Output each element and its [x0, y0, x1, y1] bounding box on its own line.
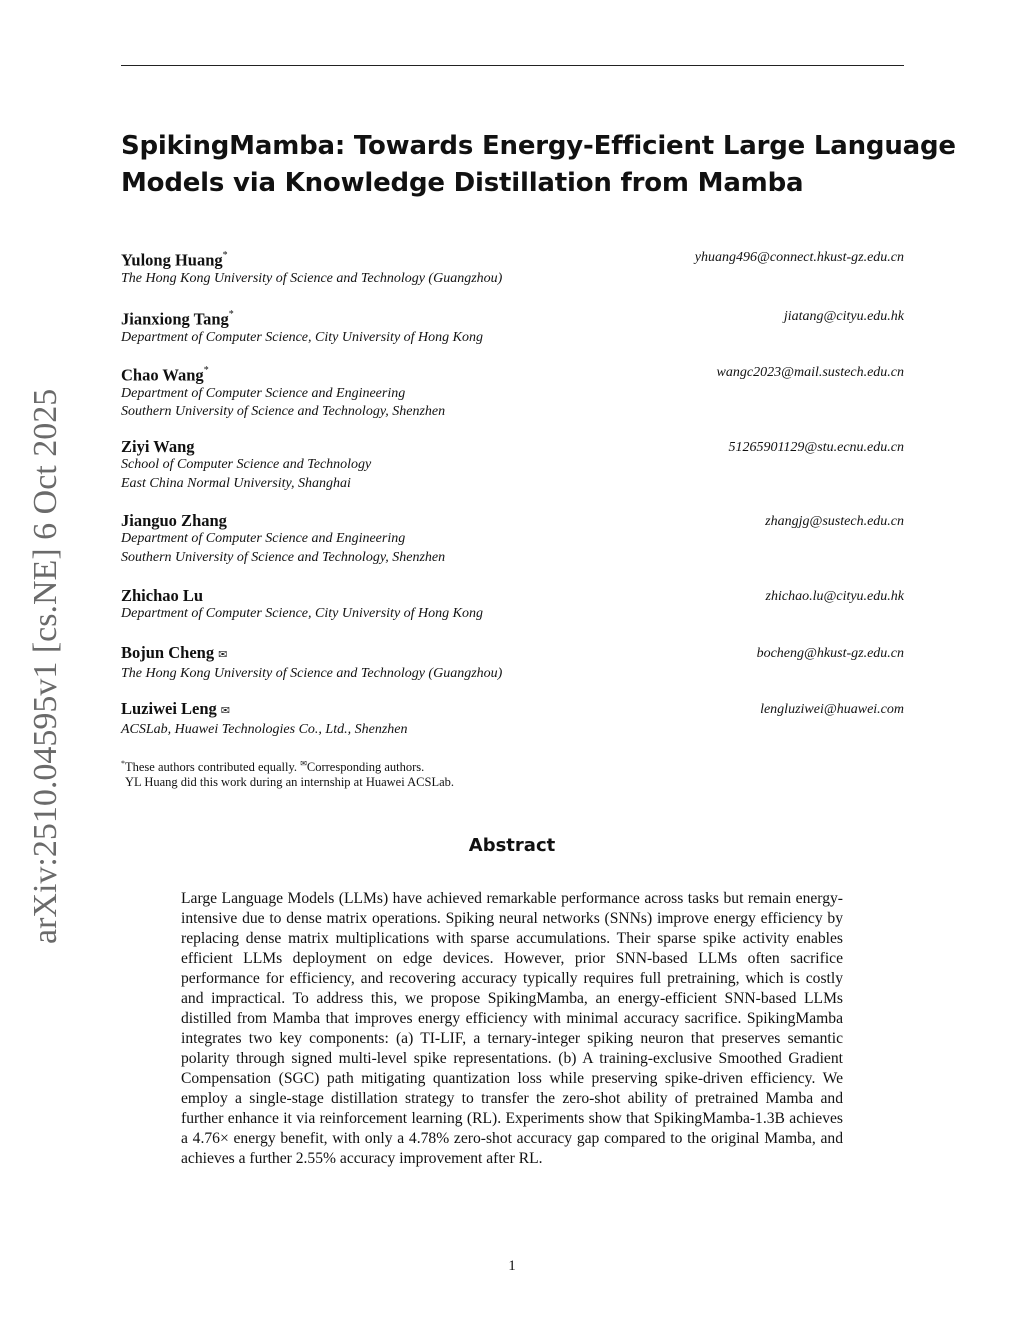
author-block	[121, 586, 904, 624]
author-block	[121, 362, 904, 422]
author-email[interactable]: bocheng@hkust-gz.edu.cn	[756, 646, 904, 661]
author-affiliation: School of Computer Science and Technology	[121, 457, 372, 472]
author-name: Zhichao Lu	[121, 586, 204, 605]
author-name: Jianguo Zhang	[121, 511, 227, 530]
author-block	[121, 643, 904, 684]
author-email[interactable]: wangc2023@mail.sustech.edu.cn	[716, 365, 904, 380]
equal-contribution-mark: *	[222, 250, 228, 261]
author-affiliation: ACSLab, Huawei Technologies Co., Ltd., Shenzhen	[121, 722, 408, 737]
envelope-icon: ✉	[300, 759, 307, 768]
author-name: Luziwei Leng	[121, 699, 217, 718]
arxiv-identifier: arXiv:2510.04595v1 [cs.NE] 6 Oct 2025	[27, 388, 64, 944]
author-affiliation: Southern University of Science and Technology, Shenzhen	[121, 549, 446, 565]
top-rule	[121, 65, 904, 66]
equal-contribution-mark: *	[203, 365, 209, 376]
title-line: Models via Knowledge Distillation from Mamba	[121, 168, 804, 198]
author-affiliation: The Hong Kong University of Science and Technology (Guangzhou)	[121, 270, 503, 286]
equal-contribution-mark: *	[121, 759, 125, 768]
title-line: SpikingMamba: Towards Energy-Efficient Large Language	[121, 131, 956, 161]
envelope-icon: ✉	[218, 649, 228, 661]
equal-contribution-note: These authors contributed equally.	[125, 760, 298, 775]
author-name: Yulong Huang	[121, 250, 223, 270]
corresponding-note: Corresponding authors.	[306, 760, 425, 775]
author-block	[121, 511, 904, 567]
author-email[interactable]: lengluziwei@huawei.com	[760, 702, 904, 717]
equal-contribution-mark: *	[228, 309, 234, 320]
author-name: Jianxiong Tang	[121, 309, 229, 329]
page-number: 1	[508, 1258, 516, 1274]
envelope-icon: ✉	[220, 705, 231, 717]
author-affiliation: East China Normal University, Shanghai	[121, 475, 351, 491]
author-email[interactable]: yhuang496@connect.hkust-gz.edu.cn	[694, 250, 904, 265]
author-email[interactable]: zhangjg@sustech.edu.cn	[765, 514, 904, 529]
abstract-text: Large Language Models (LLMs) have achieved remarkable performance across tasks but remain energy-intensive due to dense matrix operations. Spiking neural networks (SNNs) improve energy efficiency by replacing dense matrix multiplications with sparse accumulations. Their sparse spike activity enables efficient LLMs deployment on edge devices. However, prior SNN-based LLMs often sacrifice performance for efficiency, and recovering accuracy typically requires full pretraining, which is costly and impractical. To address this, we propose SpikingMamba, an energy-efficient SNN-based LLMs distilled from Mamba that improves energy efficiency with minimal accuracy sacrifice. SpikingMamba integrates two key components: (a) TI-LIF, a ternary-integer spiking neuron that preserves semantic polarity through signed multi-level spike representations. (b) A training-exclusive Smoothed Gradient Compensation (SGC) path mitigating quantization loss while preserving spike-driven efficiency. We employ a single-stage distillation strategy to transfer the zero-shot ability of pretrained Mamba and further enhance it via reinforcement learning (RL). Experiments show that SpikingMamba-1.3B achieves a 4.76× energy benefit, with only a 4.78% zero-shot accuracy gap compared to the original Mamba, and achieves a further 2.55% accuracy improvement after RL.	[181, 890, 843, 1167]
author-email[interactable]: 51265901129@stu.ecnu.edu.cn	[728, 440, 904, 455]
author-affiliation: Southern University of Science and Technology, Shenzhen	[121, 404, 446, 419]
author-name: Bojun Cheng	[121, 643, 215, 662]
author-affiliation: Department of Computer Science, City University of Hong Kong	[121, 606, 483, 621]
author-block	[121, 247, 904, 288]
paper-title	[121, 128, 956, 202]
footnote-internship: YL Huang did this work during an internship at Huawei ACSLab.	[125, 775, 455, 789]
author-affiliation: Department of Computer Science, City University of Hong Kong	[121, 329, 483, 345]
abstract-heading: Abstract	[468, 835, 556, 856]
author-affiliation: Department of Computer Science and Engineering	[121, 385, 406, 401]
author-name: Ziyi Wang	[121, 437, 195, 456]
author-email[interactable]: jiatang@cityu.edu.hk	[783, 309, 904, 324]
author-affiliation: The Hong Kong University of Science and Technology (Guangzhou)	[121, 666, 503, 681]
author-name: Chao Wang	[121, 365, 204, 385]
author-block	[121, 306, 904, 347]
author-block	[121, 699, 904, 740]
author-affiliation: Department of Computer Science and Engineering	[121, 531, 406, 546]
author-block	[121, 437, 904, 493]
author-email[interactable]: zhichao.lu@cityu.edu.hk	[765, 589, 904, 604]
